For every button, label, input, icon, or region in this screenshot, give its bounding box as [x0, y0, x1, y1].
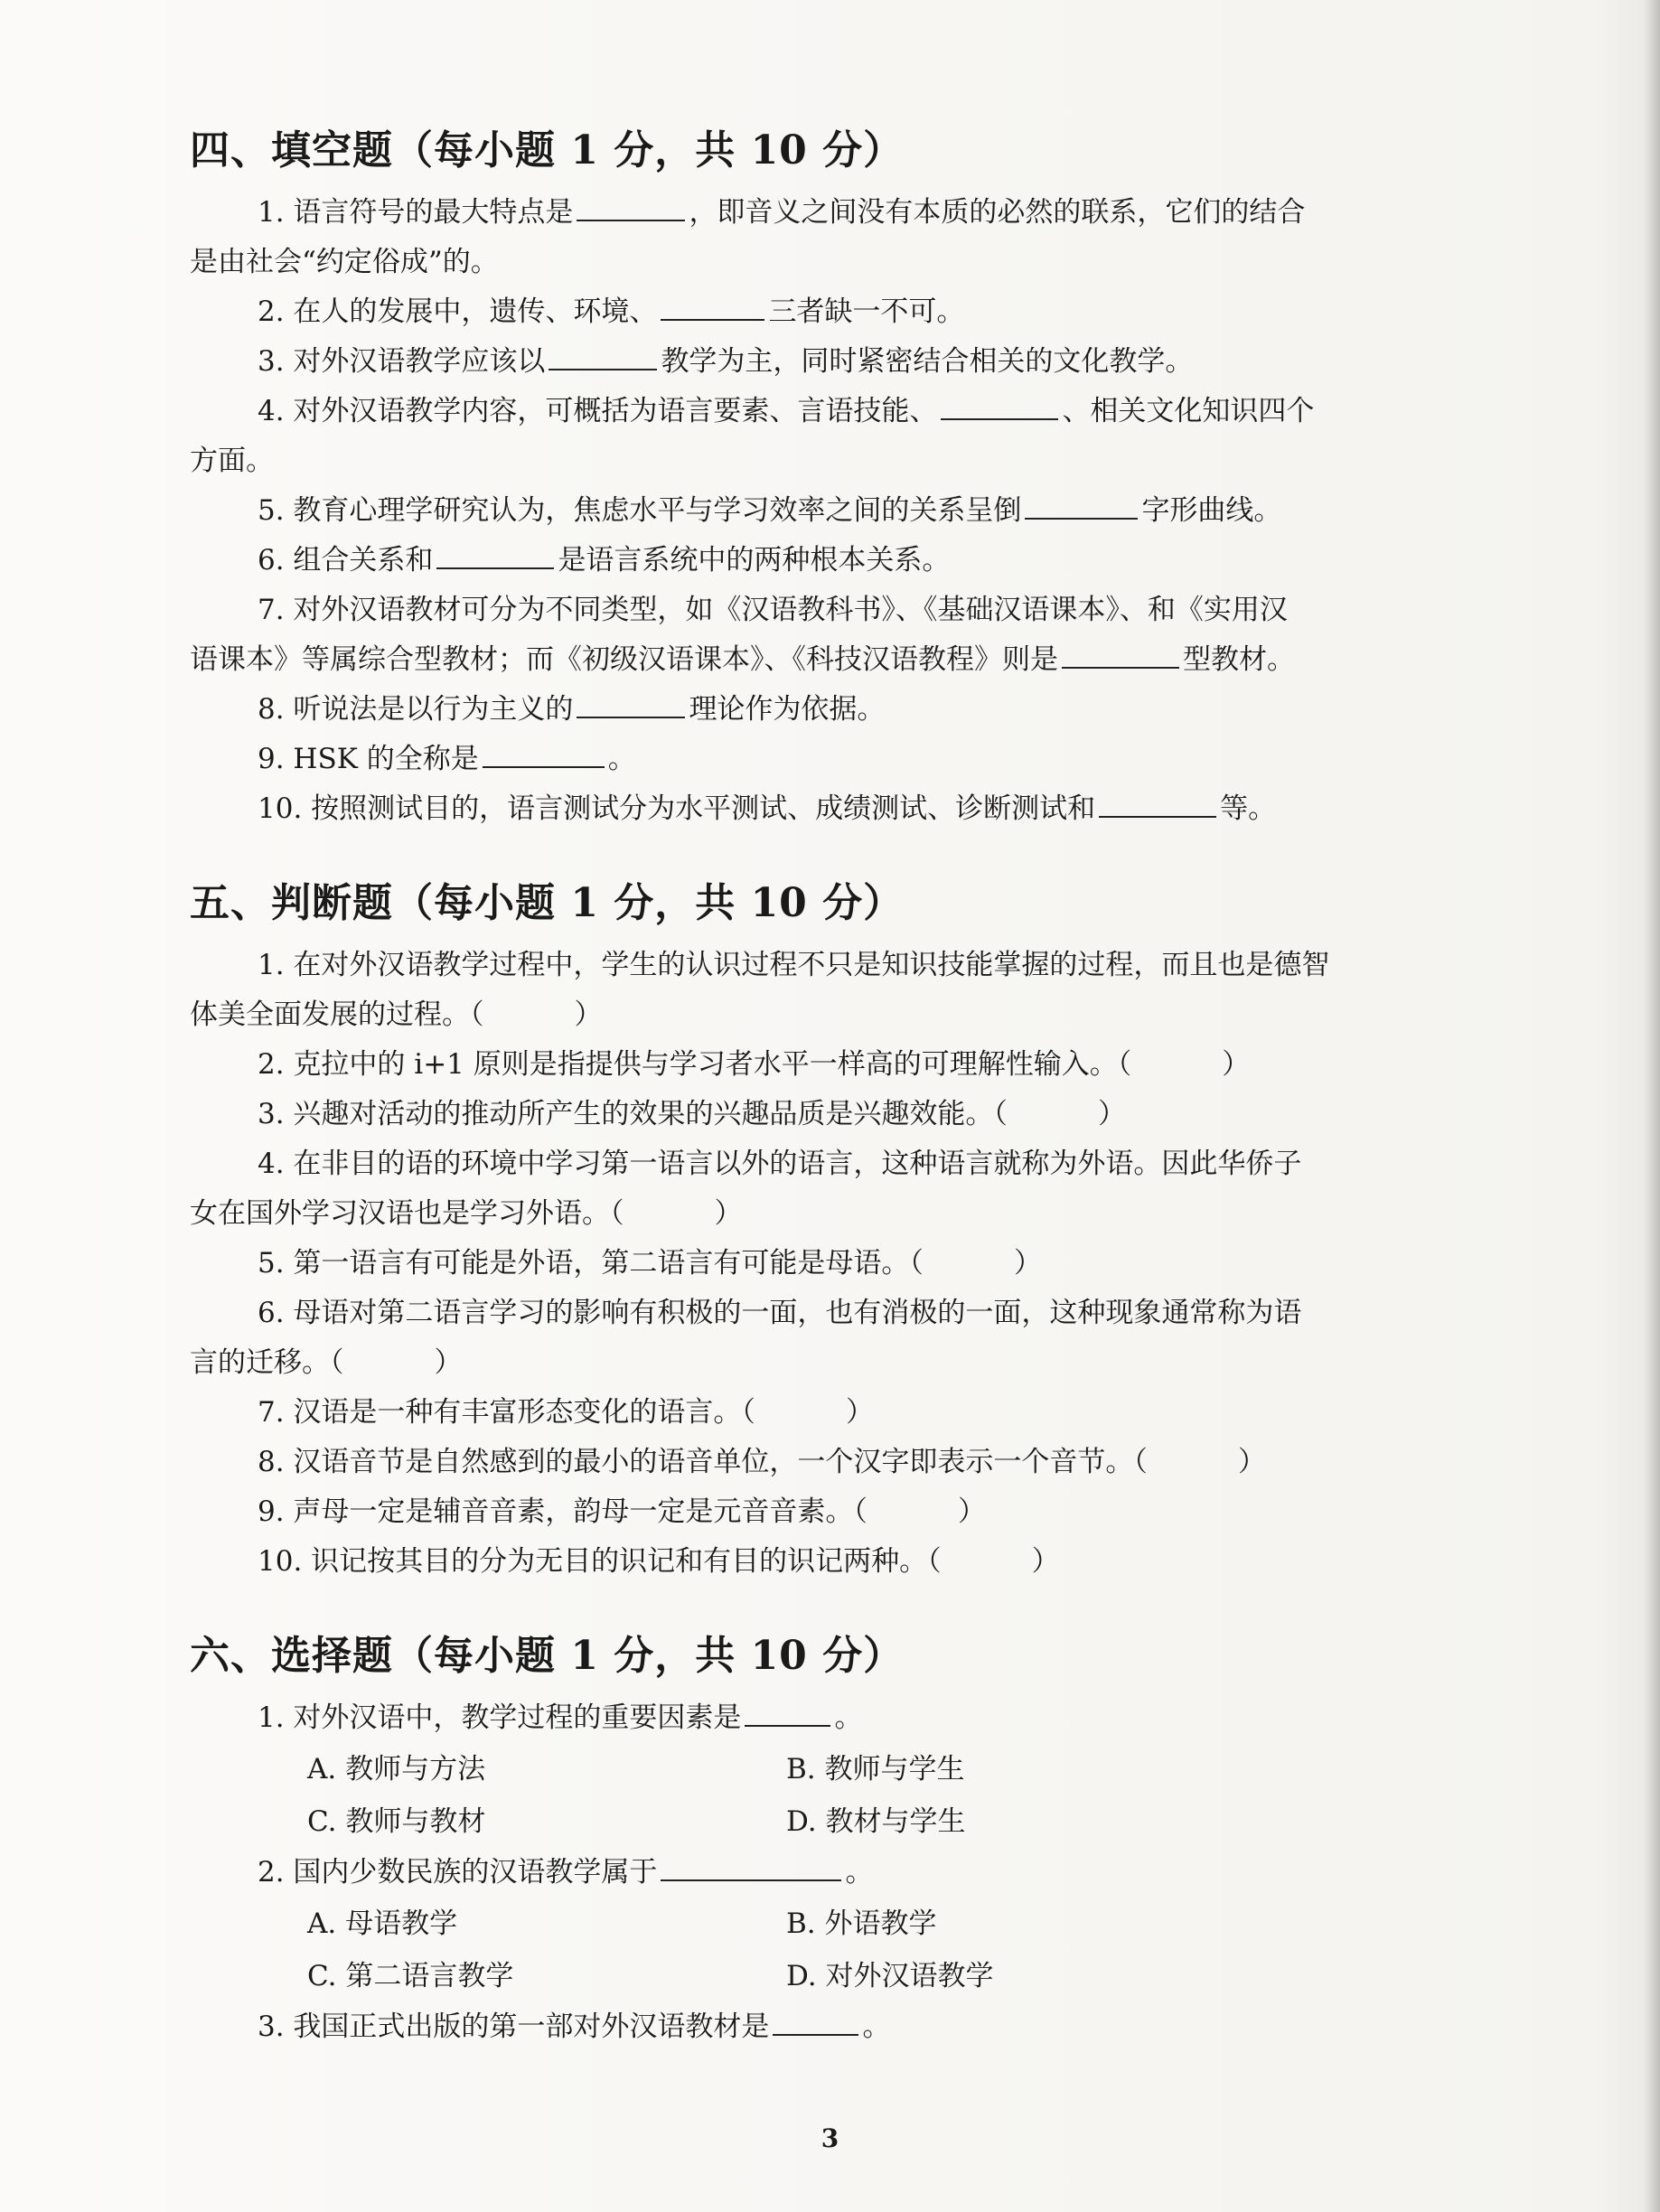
judge-question-7: 7. 汉语是一种有丰富形态变化的语言。（ ） — [258, 1396, 874, 1429]
fill-question-4-cont: 方面。 — [190, 445, 274, 477]
judge-question-3: 3. 兴趣对活动的推动所产生的效果的兴趣品质是兴趣效能。（ ） — [258, 1098, 1126, 1130]
page-edge-shadow — [1644, 0, 1660, 2212]
answer-blank[interactable] — [577, 688, 685, 718]
fill-question-6: 6. 组合关系和 是语言系统中的两种根本关系。 — [190, 536, 1383, 586]
option-a[interactable]: A. 教师与方法 — [307, 1753, 486, 1786]
exam-content — [190, 117, 1383, 2088]
section-title-fill: 四、填空题（每小题 1 分，共 10 分） — [190, 127, 905, 173]
fill-question-4: 4. 对外汉语教学内容，可概括为语言要素、言语技能、 、相关文化知识四个 — [190, 387, 1383, 436]
option-d[interactable]: D. 对外汉语教学 — [786, 1960, 994, 1992]
section-title-choice: 六、选择题（每小题 1 分，共 10 分） — [190, 1633, 905, 1679]
choice-question-2-options — [307, 1898, 1383, 2002]
answer-blank[interactable] — [1062, 638, 1179, 669]
answer-blank[interactable] — [661, 1851, 841, 1881]
choice-question-3: 3. 我国正式出版的第一部对外汉语教材是 。 — [190, 2002, 1383, 2052]
answer-blank[interactable] — [1099, 787, 1216, 818]
answer-blank[interactable] — [483, 737, 605, 768]
page-number: 3 — [821, 2123, 839, 2153]
answer-blank[interactable] — [577, 191, 685, 221]
fill-question-2: 2. 在人的发展中，遗传、环境、 三者缺一不可。 — [190, 287, 1383, 337]
judge-question-2: 2. 克拉中的 i+1 原则是指提供与学习者水平一样高的可理解性输入。（ ） — [258, 1048, 1251, 1081]
judge-question-4: 4. 在非目的语的环境中学习第一语言以外的语言，这种语言就称为外语。因此华侨子 — [258, 1148, 1302, 1180]
fill-question-7: 7. 对外汉语教材可分为不同类型，如《汉语教科书》、《基础汉语课本》、和《实用汉 — [258, 594, 1288, 626]
answer-blank[interactable] — [773, 2005, 858, 2036]
choice-question-2: 2. 国内少数民族的汉语教学属于 。 — [190, 1848, 1383, 1898]
judge-question-1: 1. 在对外汉语教学过程中，学生的认识过程不只是知识技能掌握的过程，而且也是德智 — [258, 949, 1330, 981]
fill-question-3: 3. 对外汉语教学应该以 教学为主，同时紧密结合相关的文化教学。 — [190, 337, 1383, 387]
option-b[interactable]: B. 外语教学 — [786, 1907, 937, 1940]
option-a[interactable]: A. 母语教学 — [307, 1907, 458, 1940]
fill-question-10: 10. 按照测试目的，语言测试分为水平测试、成绩测试、诊断测试和 等。 — [190, 784, 1383, 834]
answer-blank[interactable] — [745, 1696, 830, 1727]
section-title-judge: 五、判断题（每小题 1 分，共 10 分） — [190, 880, 905, 926]
judge-question-5: 5. 第一语言有可能是外语，第二语言有可能是母语。（ ） — [258, 1247, 1042, 1279]
answer-blank[interactable] — [661, 290, 764, 321]
section-true-false — [190, 870, 1383, 1587]
judge-question-6-cont: 言的迁移。（ ） — [190, 1346, 463, 1379]
answer-blank[interactable] — [1025, 489, 1138, 520]
fill-question-7-cont: 语课本》等属综合型教材；而《初级汉语课本》、《科技汉语教程》则是 型教材。 — [190, 635, 1383, 685]
fill-question-1: 1. 语言符号的最大特点是 ，即音义之间没有本质的必然的联系，它们的结合 — [190, 188, 1383, 238]
section-fill-in-blank — [190, 117, 1383, 834]
fill-question-5: 5. 教育心理学研究认为，焦虑水平与学习效率之间的关系呈倒 字形曲线。 — [190, 486, 1383, 536]
option-c[interactable]: C. 第二语言教学 — [307, 1960, 514, 1992]
fill-question-1-cont: 是由社会“约定俗成”的。 — [190, 246, 499, 278]
judge-question-1-cont: 体美全面发展的过程。（ ） — [190, 998, 603, 1031]
choice-question-1-options — [307, 1743, 1383, 1848]
fill-question-9: 9. HSK 的全称是 。 — [190, 735, 1383, 784]
option-d[interactable]: D. 教材与学生 — [786, 1805, 966, 1838]
option-c[interactable]: C. 教师与教材 — [307, 1805, 486, 1838]
option-b[interactable]: B. 教师与学生 — [786, 1753, 965, 1786]
answer-blank[interactable] — [549, 340, 657, 370]
judge-question-4-cont: 女在国外学习汉语也是学习外语。（ ） — [190, 1197, 743, 1230]
fill-question-8: 8. 听说法是以行为主义的 理论作为依据。 — [190, 685, 1383, 735]
answer-blank[interactable] — [941, 389, 1058, 420]
answer-blank[interactable] — [436, 539, 554, 569]
choice-question-1: 1. 对外汉语中，教学过程的重要因素是 。 — [190, 1693, 1383, 1743]
judge-question-9: 9. 声母一定是辅音音素，韵母一定是元音音素。（ ） — [258, 1495, 986, 1528]
section-multiple-choice — [190, 1623, 1383, 2052]
judge-question-8: 8. 汉语音节是自然感到的最小的语音单位，一个汉字即表示一个音节。（ ） — [258, 1446, 1266, 1478]
judge-question-6: 6. 母语对第二语言学习的影响有积极的一面，也有消极的一面，这种现象通常称为语 — [258, 1297, 1302, 1329]
judge-question-10: 10. 识记按其目的分为无目的识记和有目的识记两种。（ ） — [258, 1545, 1060, 1578]
